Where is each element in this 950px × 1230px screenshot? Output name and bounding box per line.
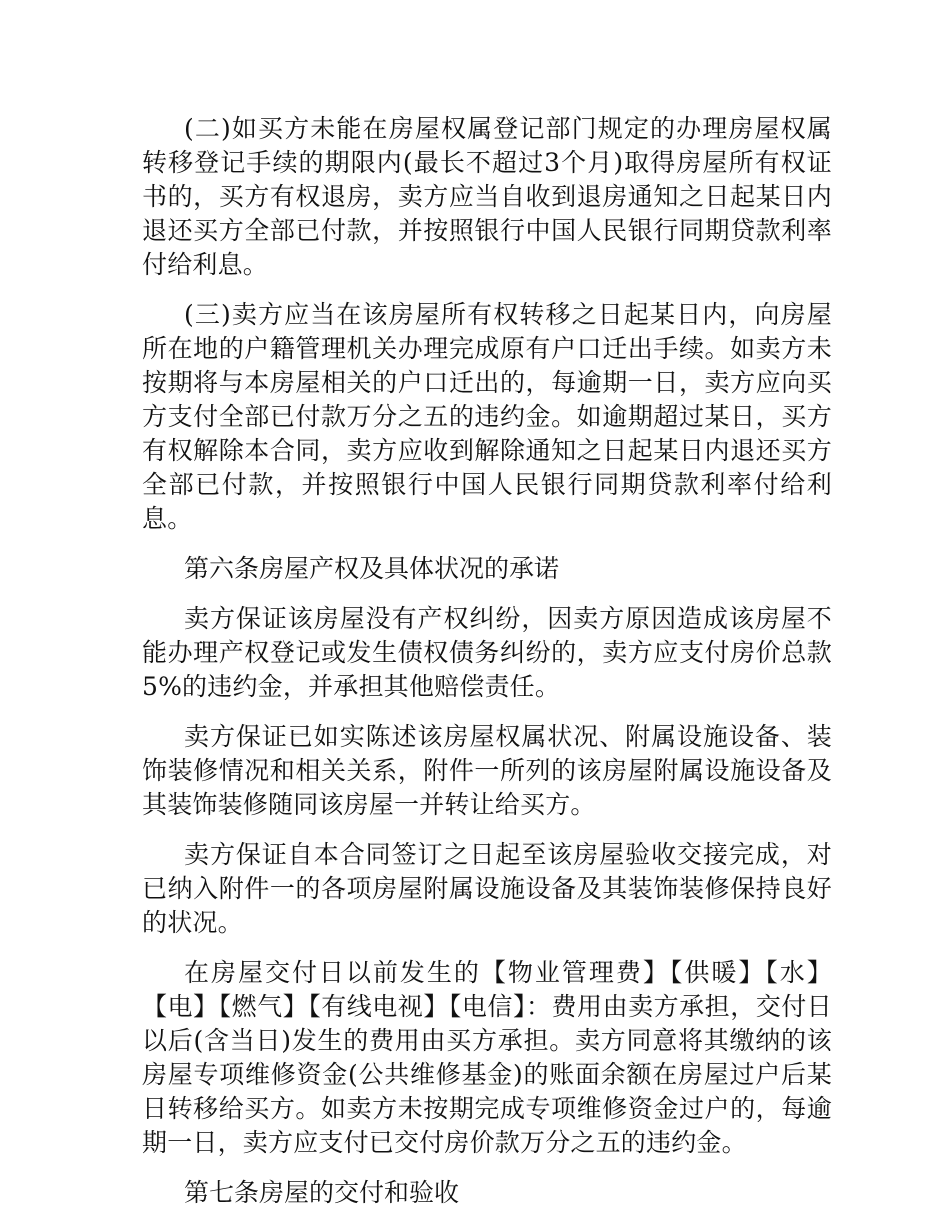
heading-article-6: 第六条房屋产权及具体状况的承诺 bbox=[184, 554, 560, 583]
heading-article-7: 第七条房屋的交付和验收 bbox=[184, 1178, 460, 1207]
paragraph-maintain-condition: 卖方保证自本合同签订之日起至该房屋验收交接完成，对已纳入附件一的各项房屋附属设施设备及其装饰装修保持良好的状况。 bbox=[142, 840, 832, 937]
paragraph-no-dispute: 卖方保证该房屋没有产权纠纷，因卖方原因造成该房屋不能办理产权登记或发生债权债务纠纷的，卖方应支付房价总款5%的违约金，并承担其他赔偿责任。 bbox=[142, 604, 832, 701]
paragraph-truthful-statement: 卖方保证已如实陈述该房屋权属状况、附属设施设备、装饰装修情况和相关关系，附件一所列的该房屋附属设施设备及其装饰装修随同该房屋一并转让给买方。 bbox=[142, 722, 832, 819]
paragraph-fees: 在房屋交付日以前发生的【物业管理费】【供暖】【水】【电】【燃气】【有线电视】【电信】：费用由卖方承担，交付日以后(含当日)发生的费用由买方承担。卖方同意将其缴纳的该房屋专项维修资金(公共维修基金)的账面余额在房屋过户后某日转移给买方。如卖方未按期完成专项维修资金过户的，每逾期一日，卖方应支付已交付房价款万分之五的违约金。 bbox=[142, 958, 832, 1157]
paragraph-clause-3: (三)卖方应当在该房屋所有权转移之日起某日内，向房屋所在地的户籍管理机关办理完成原有户口迁出手续。如卖方未按期将与本房屋相关的户口迁出的，每逾期一日，卖方应向买方支付全部已付款万分之五的违约金。如逾期超过某日，买方有权解除本合同，卖方应收到解除通知之日起某日内退还买方全部已付款，并按照银行中国人民银行同期贷款利率付给利息。 bbox=[142, 300, 832, 533]
paragraph-clause-2: (二)如买方未能在房屋权属登记部门规定的办理房屋权属转移登记手续的期限内(最长不超过3个月)取得房屋所有权证书的，买方有权退房，卖方应当自收到退房通知之日起某日内退还买方全部已付款，并按照银行中国人民银行同期贷款利率付给利息。 bbox=[142, 114, 832, 279]
document-body bbox=[142, 112, 832, 1226]
